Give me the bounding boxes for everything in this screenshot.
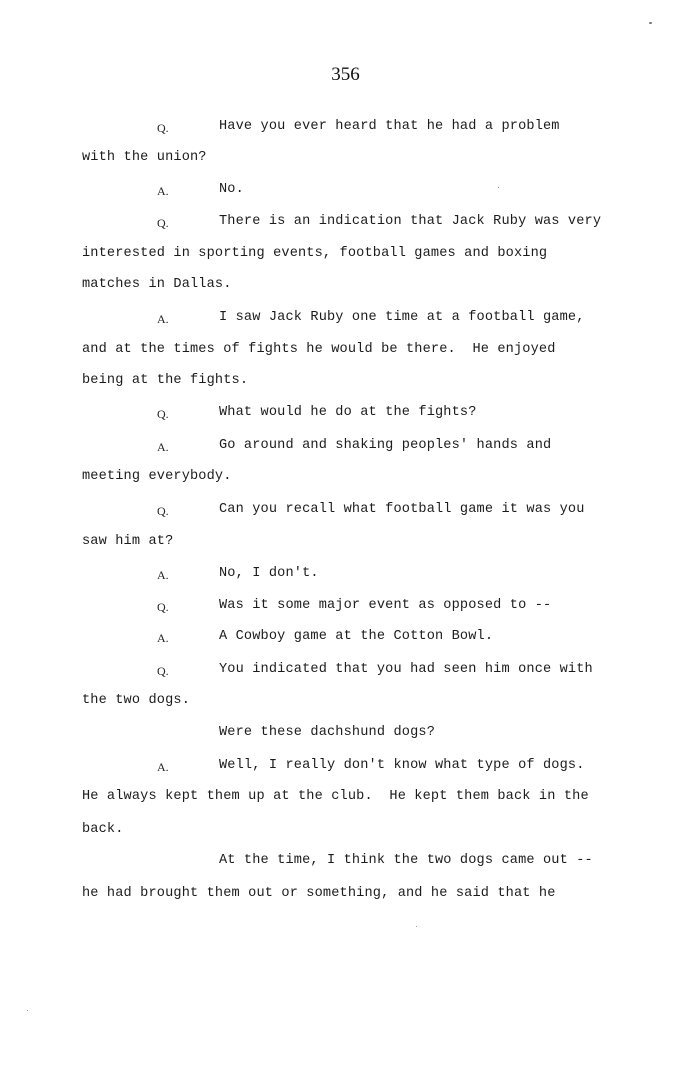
transcript-line: You indicated that you had seen him once with xyxy=(219,662,593,677)
transcript-line: saw him at? xyxy=(82,534,174,549)
speaker-label: Q. xyxy=(157,664,169,678)
transcript-line: back. xyxy=(82,822,124,837)
transcript-line: There is an indication that Jack Ruby was very xyxy=(219,214,602,229)
transcript-line: Was it some major event as opposed to -- xyxy=(219,598,552,613)
transcript-line: I saw Jack Ruby one time at a football game, xyxy=(219,310,585,325)
transcript-line: being at the fights. xyxy=(82,373,249,388)
speaker-label: A. xyxy=(157,312,169,326)
transcript-line: meeting everybody. xyxy=(82,469,232,484)
scan-speck xyxy=(649,22,652,24)
transcript-line: he had brought them out or something, and he said that he xyxy=(82,886,556,901)
transcript-line: the two dogs. xyxy=(82,693,190,708)
speaker-label: A. xyxy=(157,631,169,645)
transcript-line: At the time, I think the two dogs came out -- xyxy=(219,853,593,868)
transcript-line: Have you ever heard that he had a problem xyxy=(219,119,560,134)
transcript-line: No. xyxy=(219,182,244,197)
page-number: 356 xyxy=(331,64,360,85)
transcript-line: with the union? xyxy=(82,150,207,165)
transcript-line: A Cowboy game at the Cotton Bowl. xyxy=(219,629,494,644)
transcript-line: Go around and shaking peoples' hands and xyxy=(219,438,552,453)
speaker-label: Q. xyxy=(157,504,169,518)
transcript-line: No, I don't. xyxy=(219,566,319,581)
transcript-line: Were these dachshund dogs? xyxy=(219,725,435,740)
speaker-label: Q. xyxy=(157,216,169,230)
speaker-label: A. xyxy=(157,440,169,454)
speaker-label: A. xyxy=(157,760,169,774)
transcript-line: matches in Dallas. xyxy=(82,277,232,292)
speaker-label: Q. xyxy=(157,600,169,614)
transcript-line: and at the times of fights he would be there. He enjoyed xyxy=(82,342,556,357)
scan-speck xyxy=(416,926,417,927)
speaker-label: Q. xyxy=(157,121,169,135)
scan-speck xyxy=(498,187,499,188)
transcript-line: Can you recall what football game it was you xyxy=(219,502,585,517)
speaker-label: Q. xyxy=(157,407,169,421)
transcript-line: He always kept them up at the club. He kept them back in the xyxy=(82,789,589,804)
transcript-line: Well, I really don't know what type of dogs. xyxy=(219,758,585,773)
scan-speck xyxy=(27,1010,28,1011)
transcript-line: What would he do at the fights? xyxy=(219,405,477,420)
transcript-line: interested in sporting events, football games and boxing xyxy=(82,246,548,261)
speaker-label: A. xyxy=(157,184,169,198)
speaker-label: A. xyxy=(157,568,169,582)
